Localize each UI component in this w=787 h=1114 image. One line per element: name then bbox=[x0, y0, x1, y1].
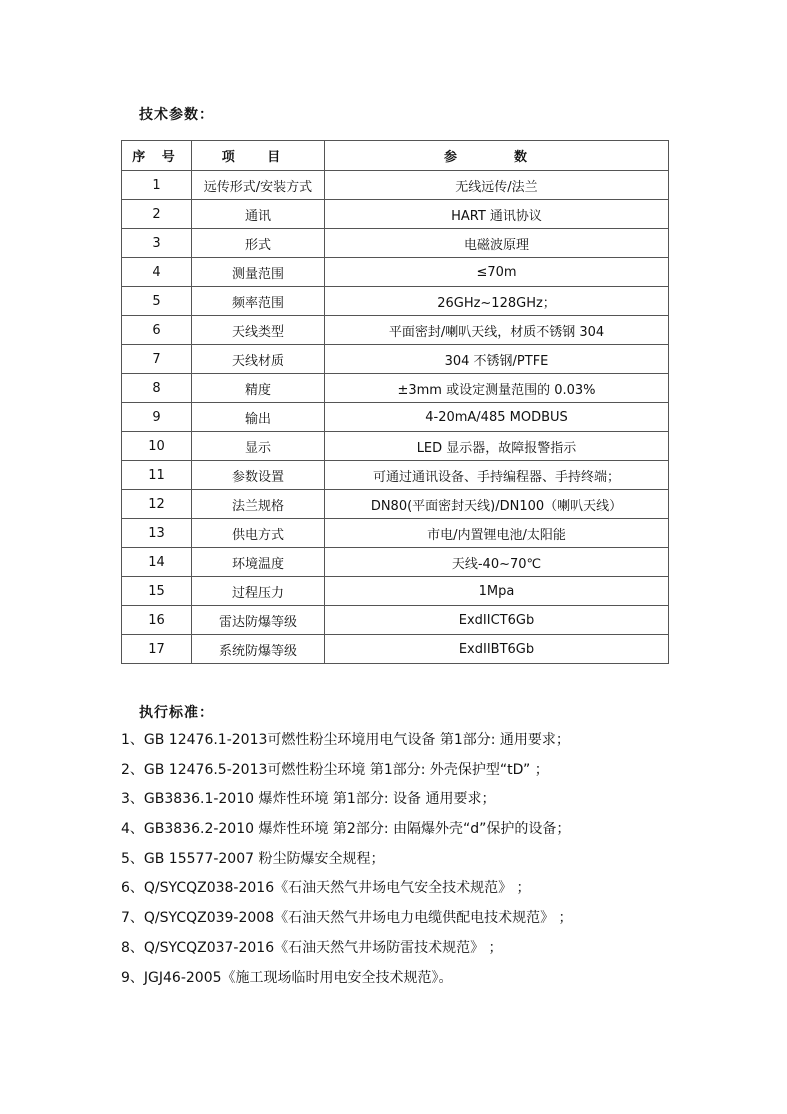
cell-index: 5 bbox=[122, 287, 192, 316]
table-row bbox=[122, 258, 669, 287]
header-item: 项 目 bbox=[192, 141, 325, 171]
cell-index: 8 bbox=[122, 374, 192, 403]
table-row bbox=[122, 345, 669, 374]
cell-item: 测量范围 bbox=[192, 258, 325, 287]
table-row bbox=[122, 635, 669, 664]
cell-value: ExdIIBT6Gb bbox=[325, 635, 669, 664]
cell-value: 电磁波原理 bbox=[325, 229, 669, 258]
cell-item: 输出 bbox=[192, 403, 325, 432]
list-item: 3、GB3836.1-2010 爆炸性环境 第1部分: 设备 通用要求； bbox=[121, 791, 496, 808]
cell-item: 雷达防爆等级 bbox=[192, 606, 325, 635]
cell-index: 1 bbox=[122, 171, 192, 200]
cell-value: 1Mpa bbox=[325, 577, 669, 606]
cell-index: 10 bbox=[122, 432, 192, 461]
cell-item: 环境温度 bbox=[192, 548, 325, 577]
list-item: 1、GB 12476.1-2013可燃性粉尘环境用电气设备 第1部分: 通用要求； bbox=[121, 732, 570, 748]
header-index: 序 号 bbox=[122, 141, 192, 171]
list-item: 7、Q/SYCQZ039-2008《石油天然气井场电力电缆供配电技术规范》 ； bbox=[121, 910, 573, 927]
cell-value: 无线远传/法兰 bbox=[325, 171, 669, 200]
table-row bbox=[122, 461, 669, 490]
cell-item: 通讯 bbox=[192, 200, 325, 229]
list-item: 6、Q/SYCQZ038-2016《石油天然气井场电气安全技术规范》 ； bbox=[121, 880, 531, 897]
table-row bbox=[122, 229, 669, 258]
table-row bbox=[122, 287, 669, 316]
cell-index: 4 bbox=[122, 258, 192, 287]
list-item: 2、GB 12476.5-2013可燃性粉尘环境 第1部分: 外壳保护型“tD” ； bbox=[121, 761, 549, 778]
list-item: 9、JGJ46-2005《施工现场临时用电安全技术规范》。 bbox=[121, 969, 453, 986]
cell-item: 形式 bbox=[192, 229, 325, 258]
cell-item: 天线类型 bbox=[192, 316, 325, 345]
list-item: 4、GB3836.2-2010 爆炸性环境 第2部分: 由隔爆外壳“d”保护的设备； bbox=[121, 821, 571, 838]
table-row bbox=[122, 403, 669, 432]
table-row bbox=[122, 171, 669, 200]
cell-index: 17 bbox=[122, 635, 192, 664]
cell-item: 系统防爆等级 bbox=[192, 635, 325, 664]
cell-item: 远传形式/安装方式 bbox=[192, 171, 325, 200]
table-header-row bbox=[122, 141, 669, 171]
table-row bbox=[122, 548, 669, 577]
cell-value: 304 不锈钢/PTFE bbox=[325, 345, 669, 374]
tech-params-heading: 技术参数： bbox=[139, 107, 214, 123]
cell-item: 参数设置 bbox=[192, 461, 325, 490]
cell-value: 26GHz~128GHz； bbox=[325, 287, 669, 316]
cell-item: 法兰规格 bbox=[192, 490, 325, 519]
cell-index: 9 bbox=[122, 403, 192, 432]
cell-index: 12 bbox=[122, 490, 192, 519]
cell-index: 13 bbox=[122, 519, 192, 548]
cell-value: HART 通讯协议 bbox=[325, 200, 669, 229]
cell-item: 过程压力 bbox=[192, 577, 325, 606]
cell-item: 频率范围 bbox=[192, 287, 325, 316]
cell-value: DN80(平面密封天线)/DN100（喇叭天线） bbox=[325, 490, 669, 519]
table-row bbox=[122, 200, 669, 229]
table-row bbox=[122, 374, 669, 403]
cell-index: 3 bbox=[122, 229, 192, 258]
header-params: 参 数 bbox=[325, 141, 669, 171]
list-item: 5、GB 15577-2007 粉尘防爆安全规程； bbox=[121, 850, 385, 867]
cell-value: ExdIICT6Gb bbox=[325, 606, 669, 635]
table-row bbox=[122, 519, 669, 548]
cell-index: 14 bbox=[122, 548, 192, 577]
cell-value: 市电/内置锂电池/太阳能 bbox=[325, 519, 669, 548]
cell-index: 7 bbox=[122, 345, 192, 374]
cell-item: 精度 bbox=[192, 374, 325, 403]
cell-value: ≤70m bbox=[325, 258, 669, 287]
cell-value: 可通过通讯设备、手持编程器、手持终端； bbox=[325, 461, 669, 490]
cell-index: 16 bbox=[122, 606, 192, 635]
cell-value: LED 显示器，故障报警指示 bbox=[325, 432, 669, 461]
cell-value: 平面密封/喇叭天线，材质不锈钢 304 bbox=[325, 316, 669, 345]
standards-heading: 执行标准： bbox=[139, 705, 214, 721]
table-row bbox=[122, 606, 669, 635]
table-row bbox=[122, 577, 669, 606]
tech-params-table bbox=[121, 140, 669, 664]
cell-item: 天线材质 bbox=[192, 345, 325, 374]
cell-index: 11 bbox=[122, 461, 192, 490]
cell-index: 6 bbox=[122, 316, 192, 345]
cell-index: 15 bbox=[122, 577, 192, 606]
cell-item: 显示 bbox=[192, 432, 325, 461]
table-row bbox=[122, 490, 669, 519]
cell-value: ±3mm 或设定测量范围的 0.03% bbox=[325, 374, 669, 403]
cell-value: 4-20mA/485 MODBUS bbox=[325, 403, 669, 432]
standards-list bbox=[121, 726, 761, 993]
list-item: 8、Q/SYCQZ037-2016《石油天然气井场防雷技术规范》 ； bbox=[121, 939, 503, 956]
cell-value: 天线-40~70℃ bbox=[325, 548, 669, 577]
table-row bbox=[122, 316, 669, 345]
table-row bbox=[122, 432, 669, 461]
cell-item: 供电方式 bbox=[192, 519, 325, 548]
cell-index: 2 bbox=[122, 200, 192, 229]
